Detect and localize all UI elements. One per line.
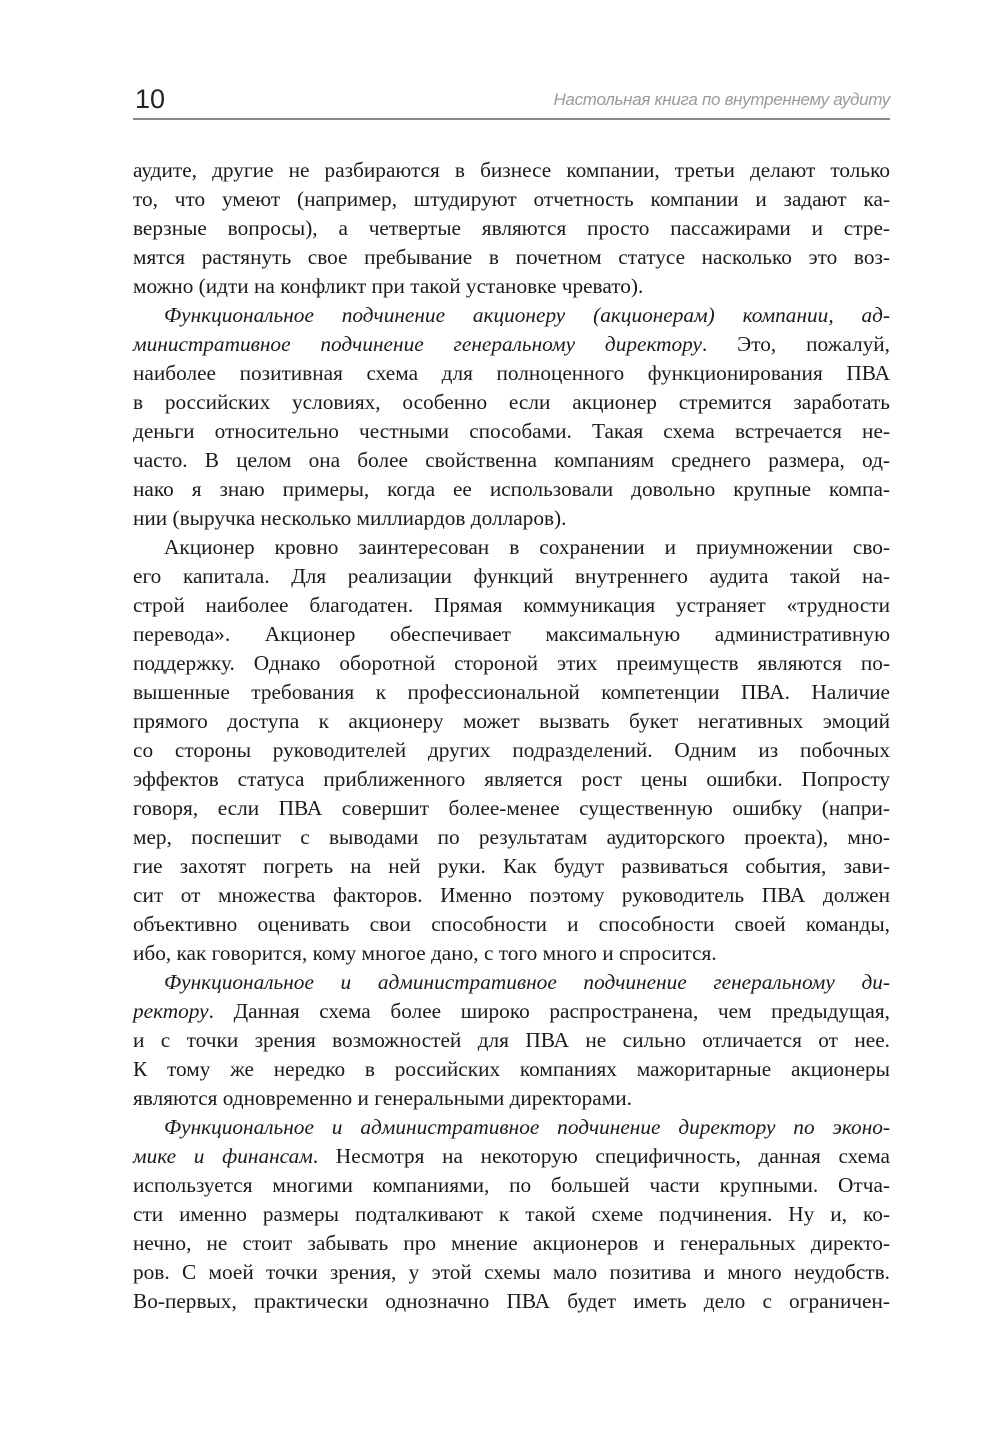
text-line xyxy=(133,1142,890,1171)
text-line xyxy=(133,1084,890,1113)
text-line xyxy=(133,1200,890,1229)
text-line xyxy=(133,852,890,881)
text-segment: перевода». Акционер обеспечивает максимальную административную xyxy=(133,622,890,646)
text-line xyxy=(133,446,890,475)
text-line xyxy=(133,968,890,997)
paragraph xyxy=(133,1113,890,1316)
text-line xyxy=(133,1287,890,1316)
text-line xyxy=(133,1258,890,1287)
text-segment: наиболее позитивная схема для полноценного функционирования ПВА xyxy=(133,361,890,385)
text-segment: прямого доступа к акционеру может вызвать букет негативных эмоций xyxy=(133,709,890,733)
text-line xyxy=(133,1113,890,1142)
italic-heading-text: мике и финансам xyxy=(133,1144,313,1168)
text-line xyxy=(133,243,890,272)
text-segment: ров. С моей точки зрения, у этой схемы мало позитива и много неудобств. xyxy=(133,1260,890,1284)
text-segment: деньги относительно честными способами. Такая схема встречается не- xyxy=(133,419,890,443)
text-segment: нечно, не стоит забывать про мнение акционеров и генеральных директо- xyxy=(133,1231,890,1255)
italic-heading-text: Функциональное и административное подчинение директору по эконо- xyxy=(164,1115,890,1139)
text-segment: его капитала. Для реализации функций внутреннего аудита такой на- xyxy=(133,564,890,588)
text-segment: Акционер кровно заинтересован в сохранении и приумножении сво- xyxy=(164,535,890,559)
text-segment: мятся растянуть свое пребывание в почетном статусе насколько это воз- xyxy=(133,245,890,269)
text-line xyxy=(133,562,890,591)
text-segment: часто. В целом она более свойственна компаниям среднего размера, од- xyxy=(133,448,890,472)
text-segment: сит от множества факторов. Именно поэтому руководитель ПВА должен xyxy=(133,883,890,907)
text-segment: нако я знаю примеры, когда ее использовали довольно крупные компа- xyxy=(133,477,890,501)
paragraph xyxy=(133,156,890,301)
italic-heading-text: Функциональное подчинение акционеру (акционерам) компании, ад- xyxy=(164,303,890,327)
paragraph xyxy=(133,533,890,968)
text-line xyxy=(133,1055,890,1084)
text-segment: . Несмотря на некоторую специфичность, данная схема xyxy=(312,1144,891,1168)
text-segment: то, что умеют (например, штудируют отчетность компании и задают ка- xyxy=(133,187,890,211)
text-line xyxy=(133,1171,890,1200)
text-segment: объективно оценивать свои способности и способности своей команды, xyxy=(133,912,890,936)
text-line xyxy=(133,1026,890,1055)
text-segment: являются одновременно и генеральными директорами. xyxy=(133,1086,632,1110)
text-segment: используется многими компаниями, по большей части крупными. Отча- xyxy=(133,1173,890,1197)
page-number: 10 xyxy=(135,84,166,114)
text-line xyxy=(133,359,890,388)
header-divider xyxy=(133,118,890,120)
text-line xyxy=(133,823,890,852)
text-line xyxy=(133,765,890,794)
text-segment: со стороны руководителей других подразделений. Одним из побочных xyxy=(133,738,890,762)
text-line xyxy=(133,475,890,504)
text-segment: можно (идти на конфликт при такой установке чревато). xyxy=(133,274,644,298)
text-line xyxy=(133,939,890,968)
text-line xyxy=(133,214,890,243)
text-segment: верзные вопросы), а четвертые являются просто пассажирами и стре- xyxy=(133,216,890,240)
text-segment: строй наиболее благодатен. Прямая коммуникация устраняет «трудности xyxy=(133,593,890,617)
text-line xyxy=(133,620,890,649)
text-line xyxy=(133,533,890,562)
paragraph xyxy=(133,968,890,1113)
text-line xyxy=(133,736,890,765)
text-segment: аудите, другие не разбираются в бизнесе компании, третьи делают только xyxy=(133,158,890,182)
text-line xyxy=(133,591,890,620)
italic-heading-text: ректору xyxy=(133,999,209,1023)
text-segment: в российских условиях, особенно если акционер стремится заработать xyxy=(133,390,890,414)
text-line xyxy=(133,1229,890,1258)
text-segment: К тому же нередко в российских компаниях мажоритарные акционеры xyxy=(133,1057,890,1081)
text-line xyxy=(133,997,890,1026)
text-line xyxy=(133,910,890,939)
text-line xyxy=(133,649,890,678)
italic-heading-text: министративное подчинение генеральному директору xyxy=(133,332,702,356)
text-segment: Во-первых, практически однозначно ПВА будет иметь дело с ограничен- xyxy=(133,1289,890,1313)
text-line xyxy=(133,881,890,910)
paragraph xyxy=(133,301,890,533)
text-line xyxy=(133,301,890,330)
text-segment: гие захотят погреть на ней руки. Как будут развиваться события, зави- xyxy=(133,854,890,878)
text-line xyxy=(133,156,890,185)
running-title: Настольная книга по внутреннему аудиту xyxy=(553,90,890,109)
text-segment: мер, поспешит с выводами по результатам аудиторского проекта), мно- xyxy=(133,825,890,849)
text-segment: . Это, пожалуй, xyxy=(701,332,890,356)
text-segment: говоря, если ПВА совершит более-менее существенную ошибку (напри- xyxy=(133,796,890,820)
text-segment: сти именно размеры подталкивают к такой схеме подчинения. Ну и, ко- xyxy=(133,1202,890,1226)
text-line xyxy=(133,388,890,417)
italic-heading-text: Функциональное и административное подчинение генеральному ди- xyxy=(164,970,890,994)
body-text xyxy=(133,156,890,1316)
text-line xyxy=(133,185,890,214)
text-segment: . Данная схема более широко распространена, чем предыдущая, xyxy=(208,999,890,1023)
text-line xyxy=(133,272,890,301)
text-segment: вышенные требования к профессиональной компетенции ПВА. Наличие xyxy=(133,680,890,704)
text-line xyxy=(133,504,890,533)
text-segment: поддержку. Однако оборотной стороной этих преимуществ являются по- xyxy=(133,651,890,675)
text-segment: нии (выручка несколько миллиардов долларов). xyxy=(133,506,567,530)
text-segment: эффектов статуса приближенного является рост цены ошибки. Попросту xyxy=(133,767,890,791)
text-line xyxy=(133,330,890,359)
text-line xyxy=(133,678,890,707)
text-line xyxy=(133,794,890,823)
text-line xyxy=(133,707,890,736)
text-line xyxy=(133,417,890,446)
text-segment: и с точки зрения возможностей для ПВА не сильно отличается от нее. xyxy=(133,1028,890,1052)
text-segment: ибо, как говорится, кому многое дано, с того много и спросится. xyxy=(133,941,717,965)
